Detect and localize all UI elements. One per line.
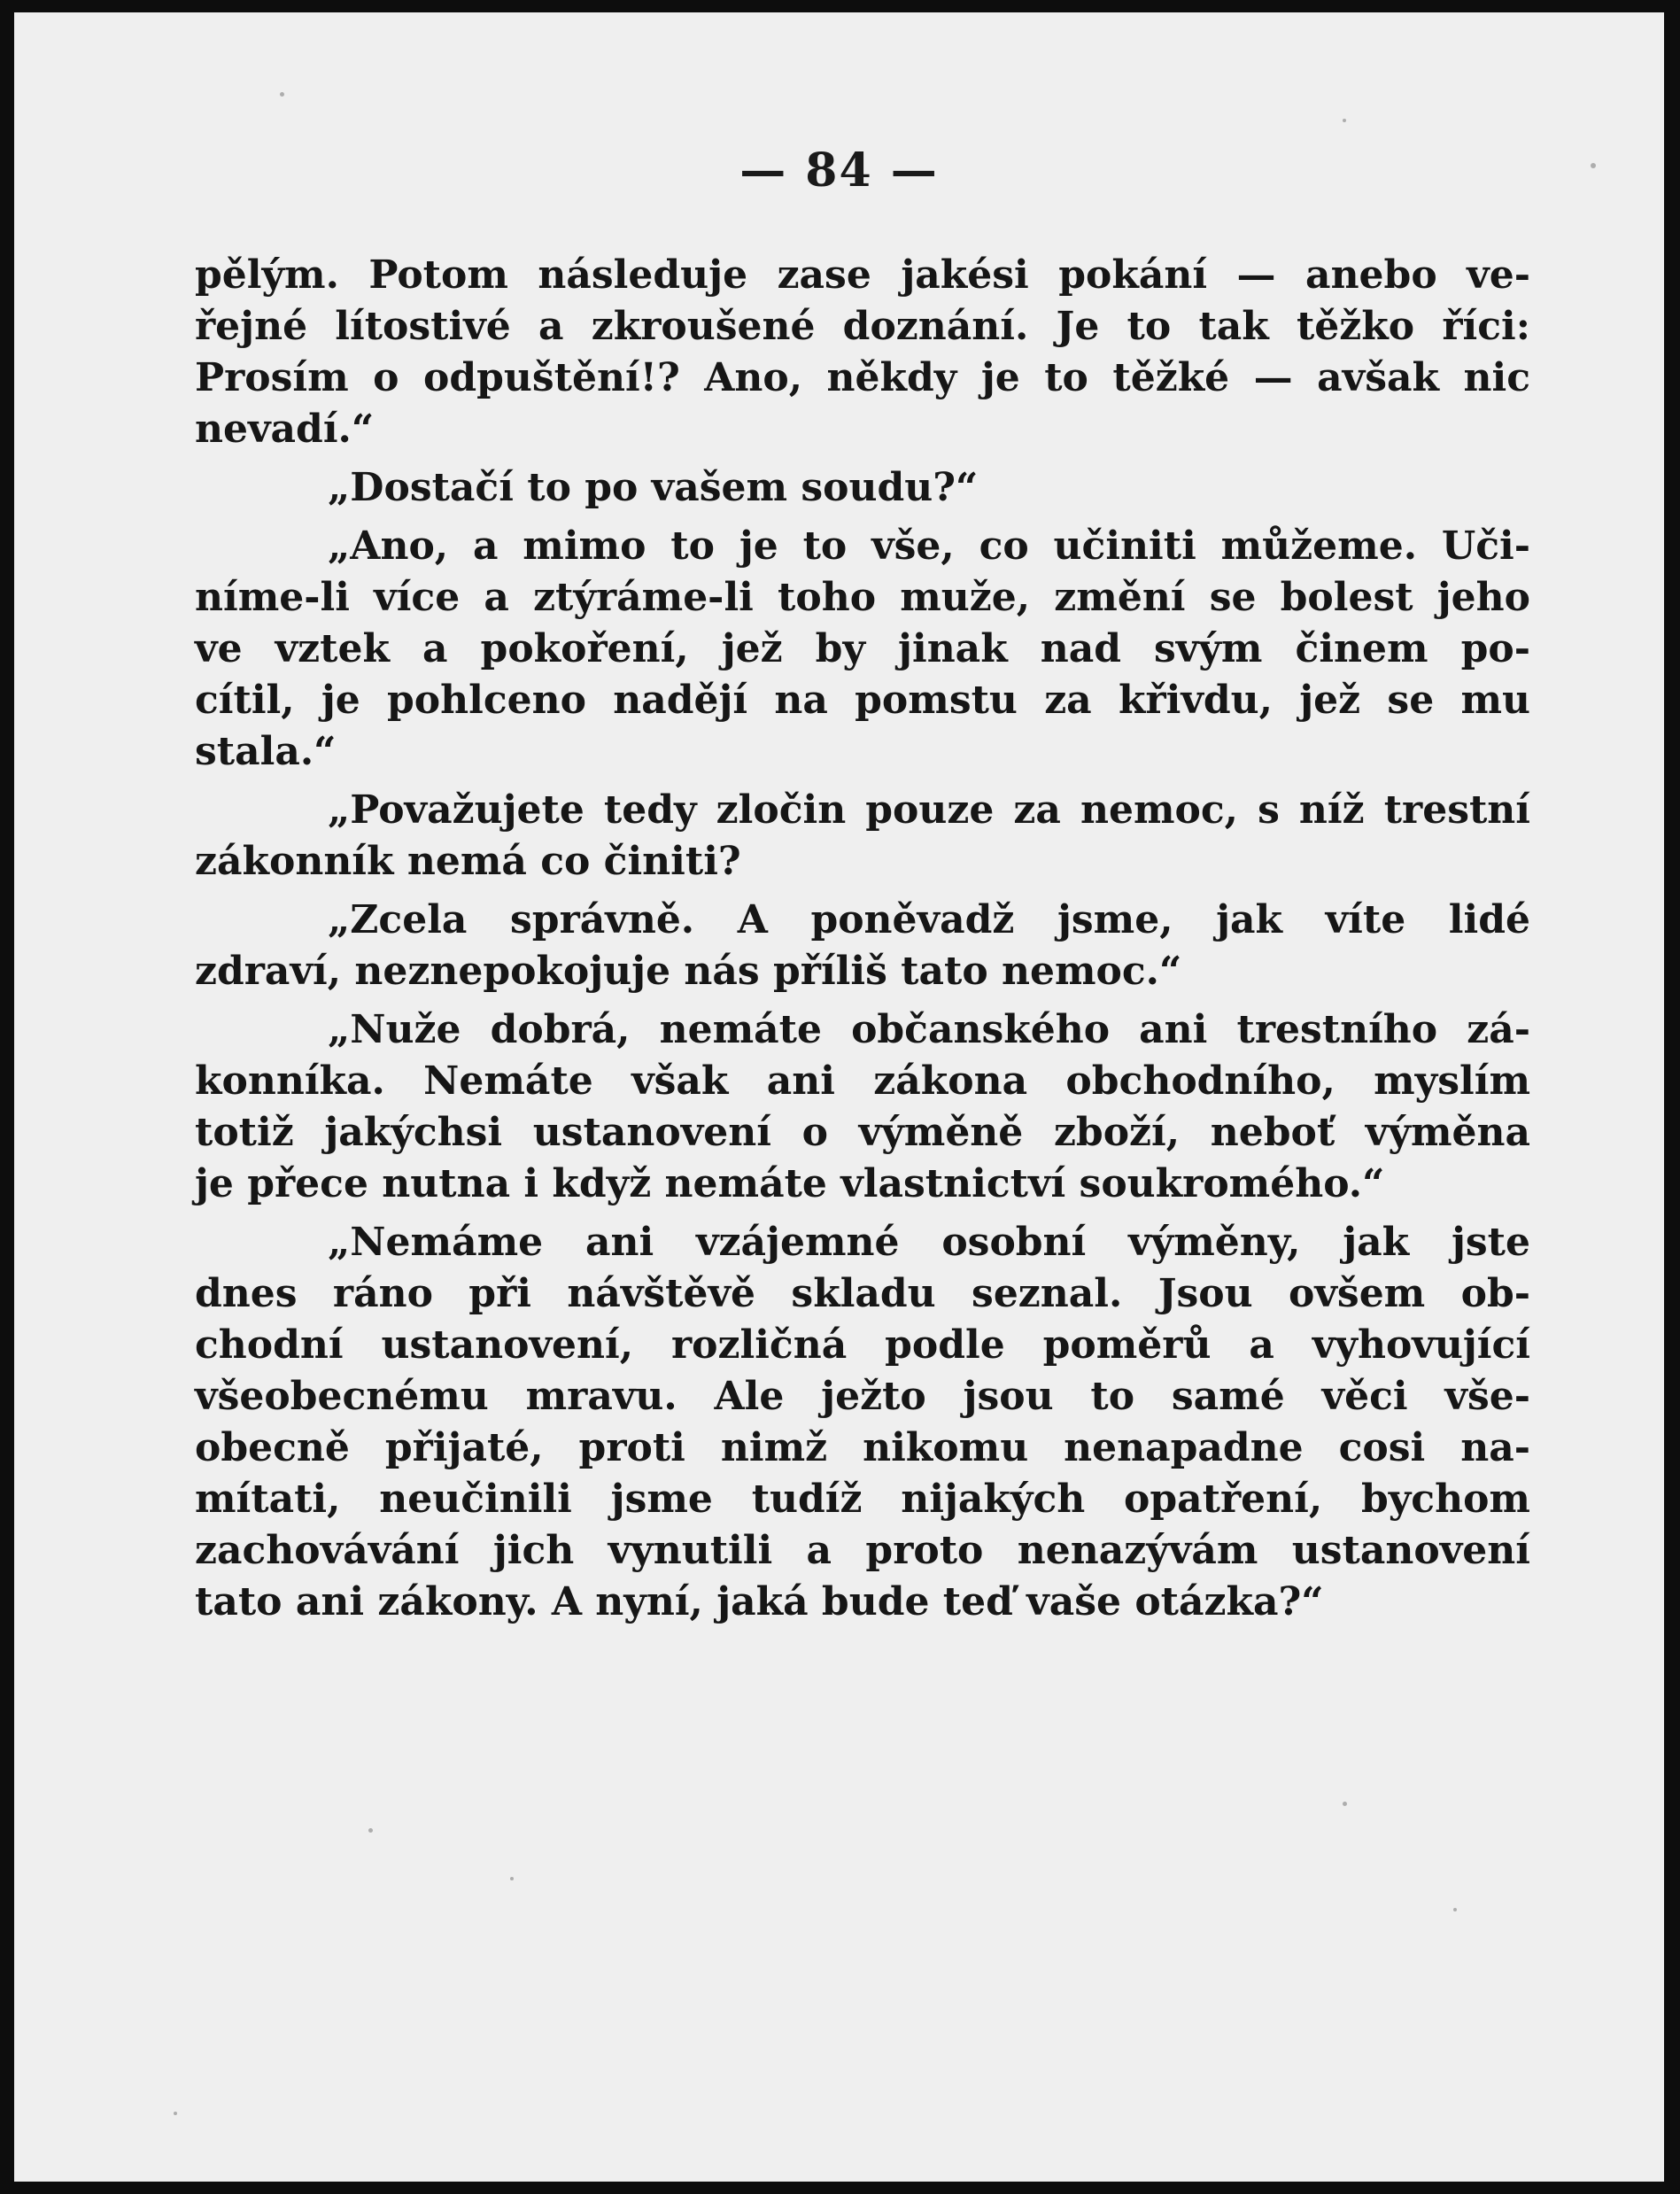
page-number: — 84 — (739, 143, 939, 198)
text-line: nevadí.“ (195, 407, 375, 452)
text-line: „Nemáme ani vzájemné osobní výměny, jak jste (328, 1220, 1530, 1265)
scan-speck (1453, 1908, 1457, 1911)
text-line: řejné lítostivé a zkroušené doznání. Je to tak těžko říci: (195, 304, 1530, 349)
scan-speck (510, 1877, 514, 1880)
text-line: „Dostačí to po vašem soudu?“ (328, 465, 979, 510)
text-line: Prosím o odpuštění!? Ano, někdy je to těžké — avšak nic (195, 355, 1530, 400)
text-line: zachovávání jich vynutili a proto nenazývám ustanovení (195, 1528, 1530, 1573)
text-line: obecně přijaté, proti nimž nikomu nenapadne cosi na- (195, 1425, 1530, 1470)
scan-speck (1343, 1802, 1347, 1806)
scan-speck (368, 1828, 373, 1833)
text-line: pělým. Potom následuje zase jakési pokání — anebo ve- (195, 252, 1530, 298)
text-line: „Považujete tedy zločin pouze za nemoc, s níž trestní (328, 787, 1530, 833)
text-line: zdraví, neznepokojuje nás příliš tato nemoc.“ (195, 949, 1182, 994)
text-line: totiž jakýchsi ustanovení o výměně zboží, neboť výměna (195, 1110, 1530, 1155)
scan-speck (1343, 119, 1346, 122)
scan-speck (1591, 163, 1596, 168)
text-line: zákonník nemá co činiti? (195, 839, 741, 884)
text-line: stala.“ (195, 729, 337, 774)
text-line: „Zcela správně. A poněvadž jsme, jak víte lidé (328, 897, 1530, 942)
text-line: tato ani zákony. A nyní, jaká bude teď vaše otázka?“ (195, 1579, 1324, 1624)
text-line: je přece nutna i když nemáte vlastnictví soukromého.“ (195, 1161, 1385, 1206)
text-line: konníka. Nemáte však ani zákona obchodního, myslím (195, 1058, 1530, 1104)
text-line: mítati, neučinili jsme tudíž nijakých opatření, bychom (195, 1477, 1530, 1522)
text-line: dnes ráno při návštěvě skladu seznal. Jsou ovšem ob- (195, 1271, 1530, 1316)
scan-speck (280, 92, 284, 97)
text-line: všeobecnému mravu. Ale ježto jsou to samé věci vše- (195, 1374, 1530, 1419)
text-line: ve vztek a pokoření, jež by jinak nad svým činem po- (195, 626, 1530, 671)
text-line: „Ano, a mimo to je to vše, co učiniti můžeme. Uči- (328, 523, 1530, 569)
scan-speck (174, 2112, 177, 2115)
text-line: chodní ustanovení, rozličná podle poměrů a vyhovující (195, 1322, 1530, 1368)
text-line: cítil, je pohlceno nadějí na pomstu za křivdu, jež se mu (195, 678, 1530, 723)
page-text (195, 250, 1530, 1628)
text-line: níme-li více a ztýráme-li toho muže, změní se bolest jeho (195, 575, 1530, 620)
text-line: „Nuže dobrá, nemáte občanského ani trestního zá- (328, 1007, 1530, 1052)
book-page (14, 12, 1664, 2182)
